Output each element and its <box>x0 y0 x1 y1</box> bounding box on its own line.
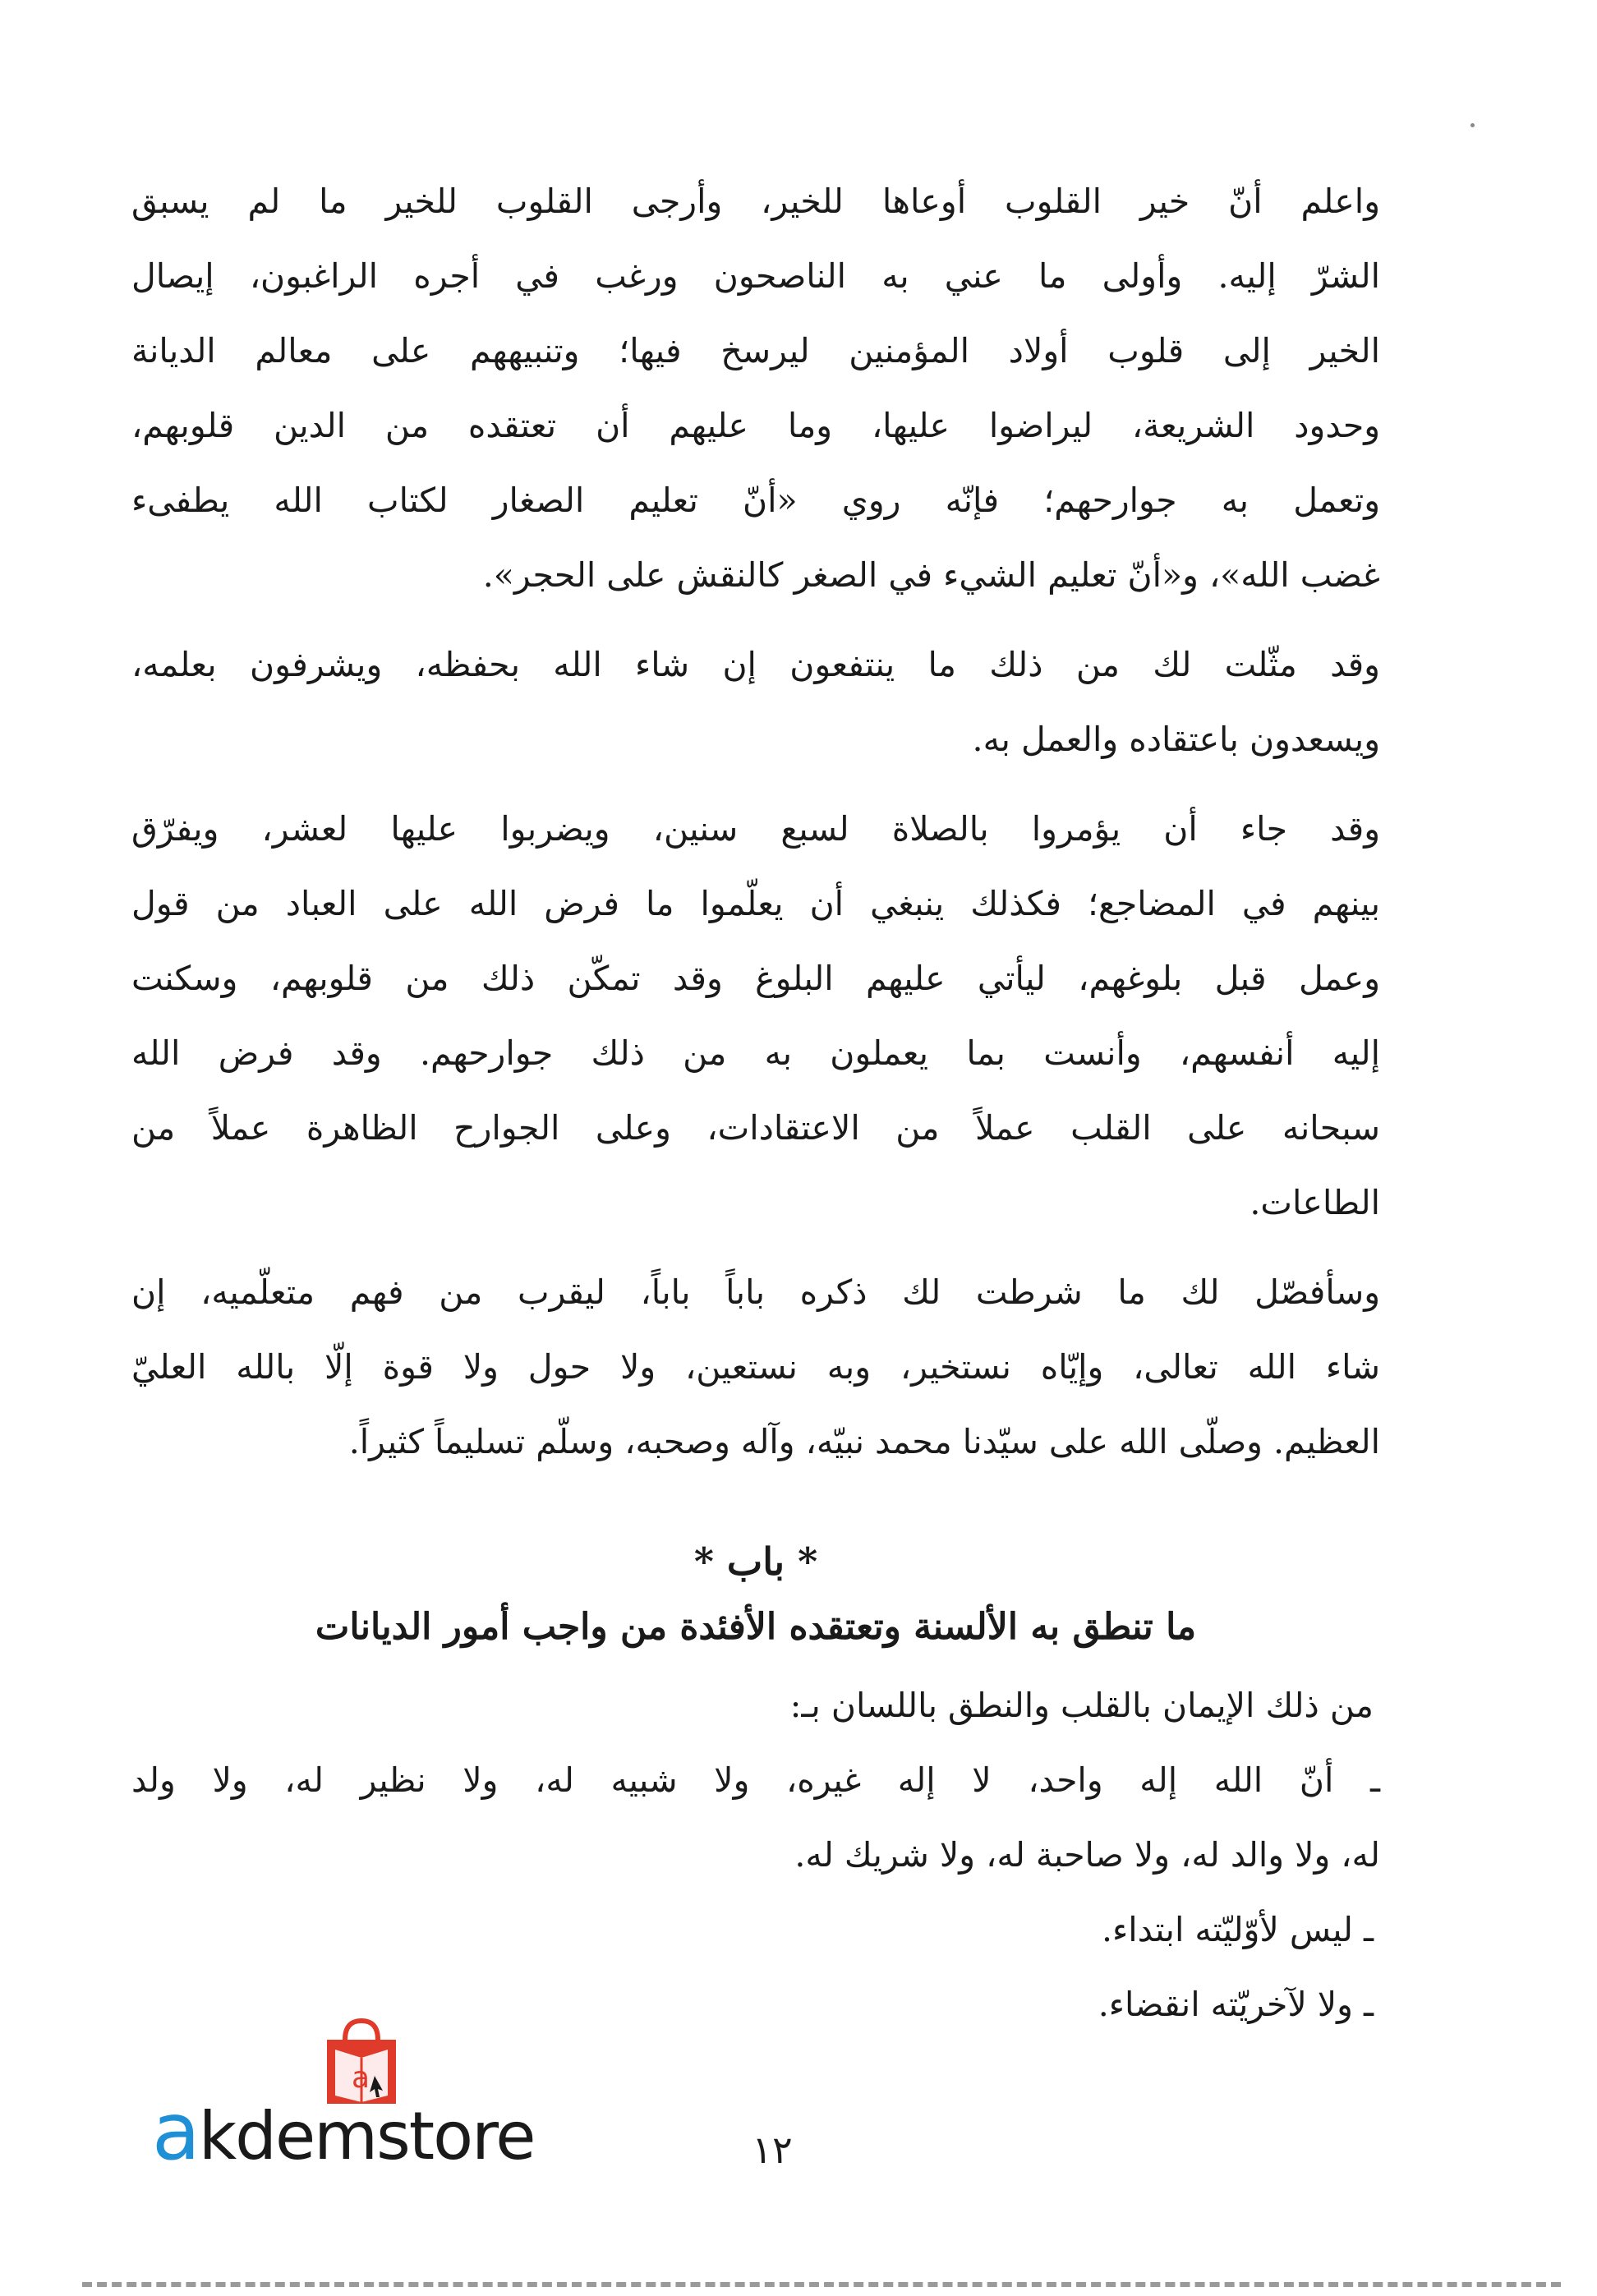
shopping-bag-icon <box>320 2017 403 2107</box>
intro-line <box>131 1668 1380 1743</box>
paragraph-1 <box>131 164 1380 613</box>
text-line: الخير إلى قلوب أولاد المؤمنين ليرسخ فيها؛ وتنبيههم على معالم الديانة <box>131 331 1380 370</box>
list-item <box>131 1893 1380 1967</box>
paragraph-3 <box>131 792 1380 1240</box>
text-line: من ذلك الإيمان بالقلب والنطق باللسان بـ: <box>789 1686 1374 1725</box>
logo-icon-letter: a <box>352 2061 370 2095</box>
text-line: وحدود الشريعة، ليراضوا عليها، وما عليهم أن تعتقده من الدين قلوبهم، <box>131 406 1380 445</box>
text-line: سبحانه على القلب عملاً من الاعتقادات، وعلى الجوارح الظاهرة عملاً من <box>131 1108 1380 1148</box>
paragraph-2 <box>131 628 1380 777</box>
chapter-subtitle: ما تنطق به الألسنة وتعتقده الأفئدة من واجب أمور الديانات <box>315 1606 1197 1648</box>
scan-mark <box>1470 123 1475 127</box>
chapter-title: * باب * <box>693 1539 818 1584</box>
logo-wordmark-accent: a <box>152 2086 199 2178</box>
logo-wordmark-rest: kdemstore <box>198 2098 535 2174</box>
list-item <box>131 1743 1380 1893</box>
text-line: ـ ليس لأوّليّته ابتداء. <box>1101 1910 1374 1949</box>
text-line: العظيم. وصلّى الله على سيّدنا محمد نبيّه، وآله وصحبه، وسلّم تسليماً كثيراً. <box>348 1422 1380 1461</box>
text-line: غضب الله»، و«أنّ تعليم الشيء في الصغر كالنقش على الحجر». <box>482 555 1380 595</box>
text-line: ـ ولا لآخريّته انقضاء. <box>1098 1985 1374 2024</box>
text-line: شاء الله تعالى، وإيّاه نستخير، وبه نستعين، ولا حول ولا قوة إلّا بالله العليّ <box>131 1347 1380 1387</box>
text-line: وقد مثّلت لك من ذلك ما ينتفعون إن شاء الله بحفظه، ويشرفون بعلمه، <box>131 645 1380 684</box>
text-line: له، ولا والد له، ولا صاحبة له، ولا شريك له. <box>794 1835 1380 1875</box>
text-line: ـ أنّ الله إله واحد، لا إله غيره، ولا شبيه له، ولا نظير له، ولا ولد <box>131 1760 1380 1800</box>
text-line: بينهم في المضاجع؛ فكذلك ينبغي أن يعلّموا ما فرض الله على العباد من قول <box>131 884 1380 923</box>
page-number: ١٢ <box>752 2128 793 2172</box>
text-line: الطاعات. <box>1250 1183 1380 1222</box>
text-line: وسأفصّل لك ما شرطت لك ذكره باباً باباً، ليقرب من فهم متعلّميه، إن <box>131 1272 1380 1312</box>
text-line: ويسعدون باعتقاده والعمل به. <box>972 720 1380 759</box>
text-line: وقد جاء أن يؤمروا بالصلاة لسبع سنين، ويضربوا عليها لعشر، ويفرّق <box>131 809 1380 849</box>
text-line: واعلم أنّ خير القلوب أوعاها للخير، وأرجى القلوب للخير ما لم يسبق <box>131 182 1380 221</box>
paragraph-4 <box>131 1255 1380 1479</box>
scan-edge <box>82 2282 1561 2294</box>
text-line: الشرّ إليه. وأولى ما عني به الناصحون ورغب في أجره الراغبون، إيصال <box>131 256 1380 296</box>
text-line: وتعمل به جوارحهم؛ فإنّه روي «أنّ تعليم الصغار لكتاب الله يطفىء <box>131 481 1380 520</box>
text-line: وعمل قبل بلوغهم، ليأتي عليهم البلوغ وقد تمكّن ذلك من قلوبهم، وسكنت <box>131 959 1380 998</box>
text-line: إليه أنفسهم، وأنست بما يعملون به من ذلك جوارحهم. وقد فرض الله <box>131 1033 1380 1073</box>
store-logo <box>152 2017 579 2178</box>
logo-wordmark <box>152 2086 535 2178</box>
page-body <box>131 164 1380 2042</box>
